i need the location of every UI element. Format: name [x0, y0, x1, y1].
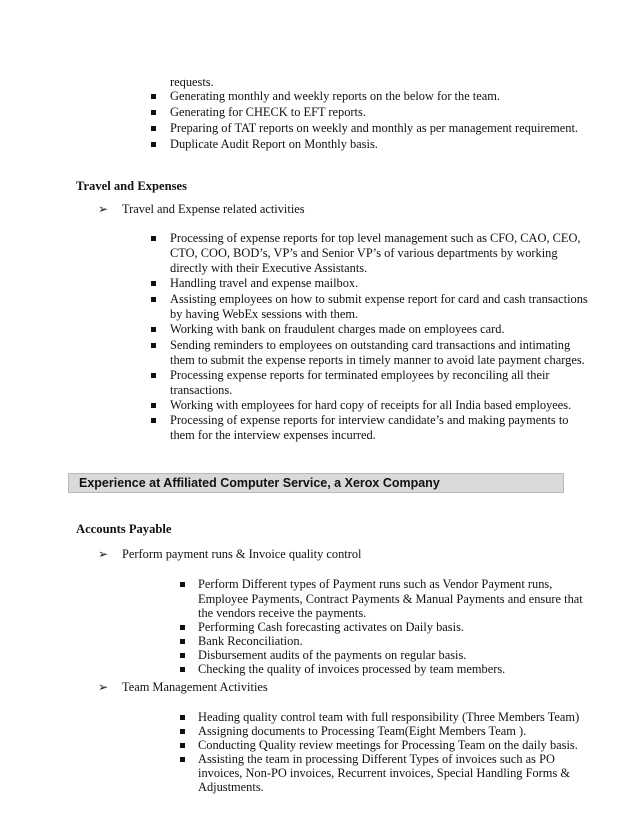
list-item: Processing of expense reports for top level management such as CFO, CAO, CEO,	[170, 231, 581, 245]
list-item: Sending reminders to employees on outstanding card transactions and intimating	[170, 338, 571, 352]
section-heading-accounts: Accounts Payable	[76, 522, 172, 536]
bullet-icon	[151, 297, 156, 302]
bullet-icon	[151, 142, 156, 147]
list-item: by having WebEx sessions with them.	[170, 307, 359, 321]
bullet-icon	[151, 418, 156, 423]
bullet-icon	[151, 327, 156, 332]
experience-banner-title: Experience at Affiliated Computer Service, a Xerox Company	[79, 476, 440, 490]
bullet-icon	[180, 757, 185, 762]
section-heading-travel: Travel and Expenses	[76, 179, 188, 193]
list-item: Heading quality control team with full responsibility (Three Members Team)	[198, 710, 580, 724]
arrow-bullet-icon: ➢	[98, 547, 109, 561]
bullet-icon	[180, 625, 185, 630]
list-item: Processing expense reports for terminated employees by reconciling all their	[170, 368, 550, 382]
bullet-icon	[151, 236, 156, 241]
list-item: CTO, COO, BOD’s, VP’s and Senior VP’s of various departments by working	[170, 246, 558, 260]
list-item: Generating monthly and weekly reports on the below for the team.	[170, 89, 500, 103]
sub-heading-team-management: Team Management Activities	[122, 680, 268, 694]
bullet-icon	[151, 373, 156, 378]
list-item: Bank Reconciliation.	[198, 634, 303, 648]
list-item: Performing Cash forecasting activates on Daily basis.	[198, 620, 464, 634]
list-item: Generating for CHECK to EFT reports.	[170, 105, 366, 119]
bullet-icon	[180, 582, 185, 587]
list-item: Conducting Quality review meetings for Processing Team on the daily basis.	[198, 738, 578, 752]
experience-banner	[68, 473, 564, 493]
list-item: them to submit the expense reports in timely manner to avoid late payment charges.	[170, 353, 585, 367]
bullet-icon	[180, 715, 185, 720]
arrow-bullet-icon: ➢	[98, 202, 109, 216]
bullet-icon	[151, 126, 156, 131]
list-item: them for the interview expenses incurred.	[170, 428, 376, 442]
sub-heading-travel: Travel and Expense related activities	[122, 202, 305, 216]
list-item: Checking the quality of invoices processed by team members.	[198, 662, 506, 676]
list-item: Working with bank on fraudulent charges made on employees card.	[170, 322, 505, 336]
list-item: Assisting employees on how to submit expense report for card and cash transactions	[170, 292, 588, 306]
bullet-icon	[180, 743, 185, 748]
list-item: transactions.	[170, 383, 233, 397]
bullet-icon	[151, 403, 156, 408]
list-item: Processing of expense reports for interview candidate’s and making payments to	[170, 413, 569, 427]
bullet-icon	[180, 667, 185, 672]
list-item: Duplicate Audit Report on Monthly basis.	[170, 137, 378, 151]
bullet-icon	[180, 653, 185, 658]
sub-heading-payment-runs: Perform payment runs & Invoice quality control	[122, 547, 362, 561]
bullet-icon	[180, 729, 185, 734]
bullet-icon	[151, 281, 156, 286]
list-item: Working with employees for hard copy of receipts for all India based employees.	[170, 398, 572, 412]
list-item: invoices, Non-PO invoices, Recurrent invoices, Special Handling Forms &	[198, 766, 570, 780]
list-item: Assigning documents to Processing Team(Eight Members Team ).	[198, 724, 527, 738]
arrow-bullet-icon: ➢	[98, 680, 109, 694]
list-item: the vendors receive the payments.	[198, 606, 367, 620]
list-item-continuation: requests.	[170, 75, 214, 89]
list-item: Handling travel and expense mailbox.	[170, 276, 359, 290]
list-item: Adjustments.	[198, 780, 264, 794]
list-item: Assisting the team in processing Different Types of invoices such as PO	[198, 752, 555, 766]
bullet-icon	[151, 343, 156, 348]
bullet-icon	[180, 639, 185, 644]
list-item: Perform Different types of Payment runs such as Vendor Payment runs,	[198, 577, 553, 591]
bullet-icon	[151, 110, 156, 115]
list-item: Disbursement audits of the payments on regular basis.	[198, 648, 467, 662]
list-item: directly with their Executive Assistants.	[170, 261, 368, 275]
list-item: Employee Payments, Contract Payments & Manual Payments and ensure that	[198, 592, 583, 606]
bullet-icon	[151, 94, 156, 99]
list-item: Preparing of TAT reports on weekly and monthly as per management requirement.	[170, 121, 579, 135]
